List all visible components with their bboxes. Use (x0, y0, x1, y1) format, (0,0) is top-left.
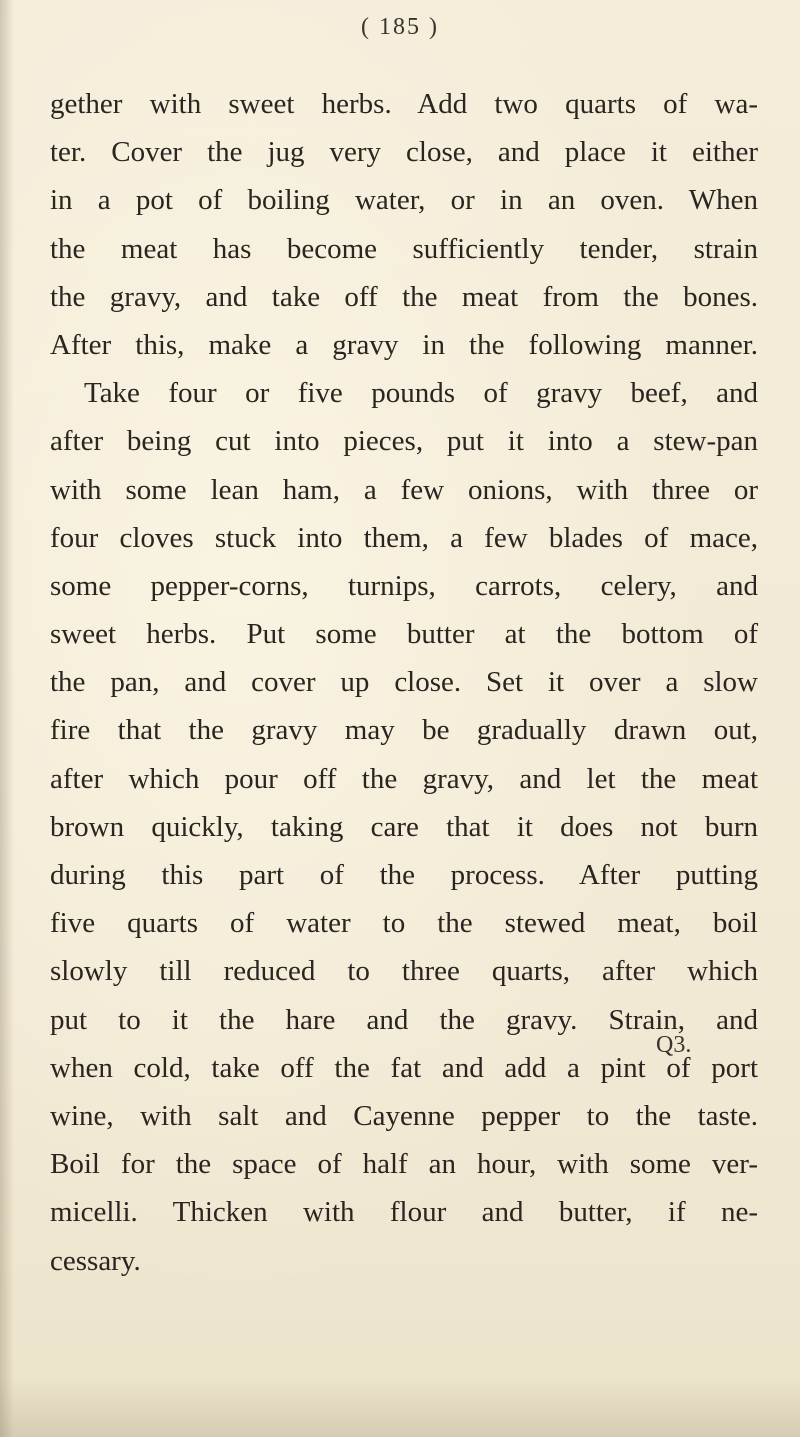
text-line: ter. Cover the jug very close, and place it either (50, 136, 758, 169)
text-line: after which pour off the gravy, and let the meat (50, 762, 758, 795)
text-line: slowly till reduced to three quarts, after which (50, 955, 758, 988)
text-line: brown quickly, taking care that it does not burn (50, 810, 758, 843)
text-line: with some lean ham, a few onions, with three or (50, 473, 758, 506)
catchword: Q3. (656, 1032, 692, 1058)
text-line: in a pot of boiling water, or in an oven. When (50, 184, 758, 217)
text-line: After this, make a gravy in the following manner. (50, 328, 758, 361)
text-line: gether with sweet herbs. Add two quarts of wa- (50, 88, 758, 120)
text-line: put to it the hare and the gravy. Strain, and (50, 1003, 758, 1036)
page-bottom-shadow (0, 1377, 800, 1437)
text-line: cessary. (50, 1244, 141, 1277)
text-line: four cloves stuck into them, a few blades of mace, (50, 521, 758, 554)
page-gutter-shadow (0, 0, 14, 1437)
text-line: when cold, take off the fat and add a pint of port (50, 1051, 758, 1084)
text-line: after being cut into pieces, put it into a stew-pan (50, 425, 758, 458)
text-line: micelli. Thicken with flour and butter, if ne- (50, 1196, 758, 1229)
body-text (50, 80, 758, 1285)
text-line: sweet herbs. Put some butter at the bottom of (50, 618, 758, 651)
text-line: Boil for the space of half an hour, with some ver- (50, 1148, 758, 1181)
text-line: Take four or five pounds of gravy beef, and (84, 377, 758, 410)
text-line: some pepper-corns, turnips, carrots, celery, and (50, 569, 758, 602)
text-line: the meat has become sufficiently tender, strain (50, 232, 758, 265)
page-number: ( 185 ) (361, 14, 439, 40)
text-line: the gravy, and take off the meat from the bones. (50, 280, 758, 313)
text-line: fire that the gravy may be gradually drawn out, (50, 714, 758, 747)
text-line: five quarts of water to the stewed meat, boil (50, 907, 758, 940)
text-line: wine, with salt and Cayenne pepper to the taste. (50, 1099, 758, 1132)
text-line: the pan, and cover up close. Set it over a slow (50, 666, 758, 699)
text-line: during this part of the process. After putting (50, 859, 758, 891)
